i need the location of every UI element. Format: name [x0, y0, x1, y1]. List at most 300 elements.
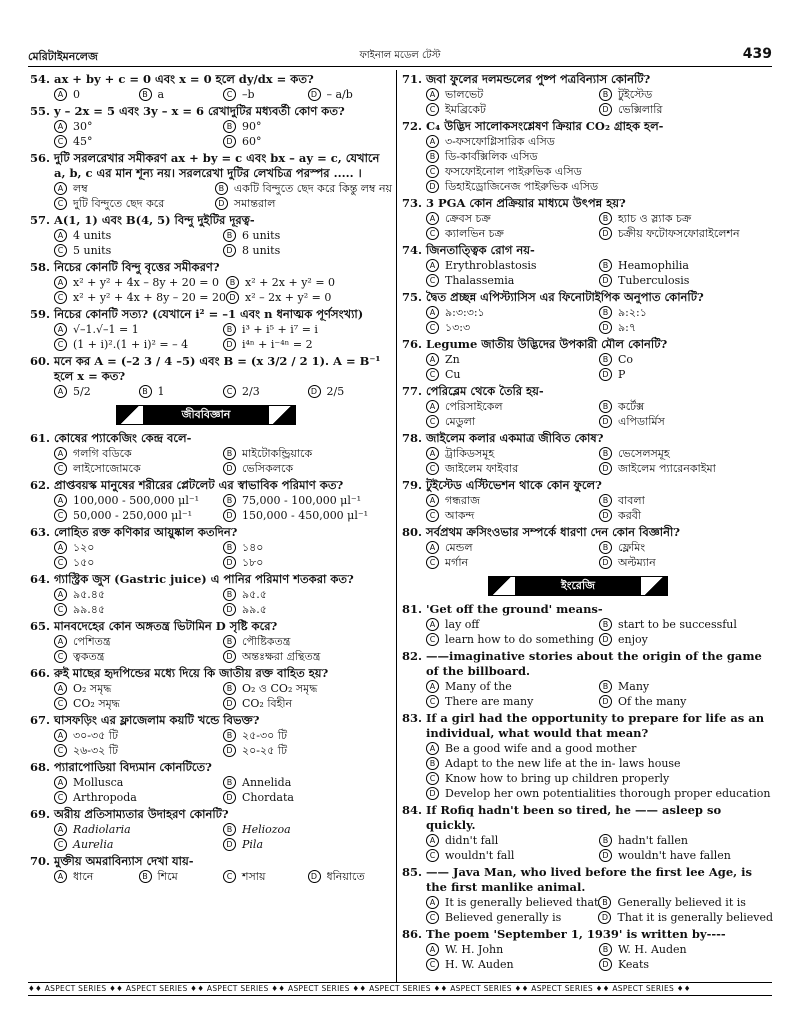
option-text: অন্তঃক্ষরা গ্রন্থিতন্ত্র	[242, 650, 321, 663]
option-letter-circle: D	[223, 791, 236, 804]
answer-option[interactable]	[54, 322, 223, 337]
answer-option[interactable]	[54, 837, 223, 852]
option-letter-circle: A	[54, 823, 67, 836]
question-item	[30, 72, 392, 102]
english-questions	[402, 602, 772, 972]
answer-option[interactable]	[426, 226, 599, 241]
answer-options	[30, 775, 392, 805]
answer-options	[30, 493, 392, 523]
option-text: জাইলেম ফাইবার	[445, 462, 519, 475]
option-letter-circle: C	[54, 509, 67, 522]
option-text: ট্রাকিডসমূহ	[445, 447, 495, 460]
question-item	[30, 713, 392, 758]
answer-option[interactable]	[426, 414, 599, 429]
option-letter-circle: A	[54, 182, 67, 195]
option-text: ৯৫.৫	[242, 588, 267, 601]
answer-option[interactable]	[599, 461, 772, 476]
answer-option[interactable]	[426, 399, 599, 414]
answer-option[interactable]	[426, 617, 599, 632]
answer-option[interactable]	[599, 446, 772, 461]
option-letter-circle: B	[426, 150, 439, 163]
answer-option[interactable]	[426, 848, 599, 863]
answer-option[interactable]	[54, 743, 223, 758]
question-text: নিচের কোনটি সত্য? (যেখানে i² = –1 এবং n ধনাত্মক পূর্ণসংখ্যা)	[54, 307, 364, 321]
option-letter-circle: D	[599, 321, 612, 334]
answer-option[interactable]	[599, 226, 772, 241]
answer-option[interactable]	[426, 164, 772, 179]
answer-option[interactable]	[54, 87, 139, 102]
question-text: জিনতাত্ত্বিক রোগ নয়-	[426, 243, 535, 257]
answer-option[interactable]	[599, 555, 772, 570]
answer-option[interactable]	[598, 910, 773, 925]
option-letter-circle: A	[54, 276, 67, 289]
question-number: 83.	[402, 711, 423, 725]
answer-option[interactable]	[223, 384, 308, 399]
answer-option[interactable]	[223, 728, 392, 743]
answer-option[interactable]	[223, 775, 392, 790]
answer-option[interactable]	[426, 771, 772, 786]
answer-option[interactable]	[54, 275, 226, 290]
answer-option[interactable]	[426, 367, 599, 382]
question-stem	[30, 619, 392, 634]
option-text: ৯:২:১	[618, 306, 647, 319]
answer-option[interactable]	[426, 957, 599, 972]
option-text: টুইস্টেড	[618, 88, 653, 101]
answer-option[interactable]	[54, 555, 223, 570]
answer-option[interactable]	[599, 352, 772, 367]
answer-option[interactable]	[426, 87, 599, 102]
answer-option[interactable]	[599, 102, 772, 117]
option-text: ১২০	[73, 541, 95, 554]
answer-option[interactable]	[599, 540, 772, 555]
answer-option[interactable]	[599, 211, 772, 226]
answer-option[interactable]	[599, 273, 772, 288]
answer-option[interactable]	[223, 134, 392, 149]
option-letter-circle: C	[426, 958, 439, 971]
answer-option[interactable]	[54, 461, 223, 476]
question-number: 77.	[402, 384, 423, 398]
answer-option[interactable]	[308, 87, 393, 102]
option-letter-circle: D	[599, 695, 612, 708]
question-item	[30, 807, 392, 852]
option-letter-circle: A	[426, 618, 439, 631]
answer-option[interactable]	[426, 910, 598, 925]
answer-options	[30, 87, 392, 102]
answer-option[interactable]	[223, 790, 392, 805]
option-letter-circle: B	[599, 834, 612, 847]
option-text: It is generally believed that	[445, 896, 599, 909]
option-text: Of the many	[618, 695, 687, 708]
answer-option[interactable]	[599, 367, 772, 382]
question-text: Legume জাতীয় উদ্ভিদের উপকারী মৌল কোনটি?	[426, 337, 668, 351]
option-letter-circle: D	[599, 368, 612, 381]
answer-option[interactable]	[599, 399, 772, 414]
option-text: Heamophilia	[618, 259, 689, 272]
answer-option[interactable]	[54, 869, 139, 884]
answer-option[interactable]	[223, 602, 392, 617]
answer-option[interactable]	[223, 322, 392, 337]
answer-option[interactable]	[599, 632, 772, 647]
answer-options	[402, 352, 772, 382]
answer-option[interactable]	[54, 134, 223, 149]
option-text: 50,000 - 250,000 μl⁻¹	[73, 509, 193, 522]
answer-option[interactable]	[426, 461, 599, 476]
answer-option[interactable]	[223, 681, 392, 696]
answer-option[interactable]	[426, 508, 599, 523]
answer-option[interactable]	[223, 119, 392, 134]
option-letter-circle: C	[54, 291, 67, 304]
option-text: W. H. John	[445, 943, 504, 956]
answer-option[interactable]	[54, 384, 139, 399]
answer-option[interactable]	[599, 679, 772, 694]
answer-option[interactable]	[54, 243, 223, 258]
answer-option[interactable]	[223, 587, 392, 602]
question-stem	[30, 104, 392, 119]
answer-option[interactable]	[426, 555, 599, 570]
answer-option[interactable]	[54, 696, 223, 711]
answer-option[interactable]	[54, 790, 223, 805]
question-number: 80.	[402, 525, 423, 539]
answer-option[interactable]	[426, 632, 599, 647]
botany-questions	[402, 72, 772, 570]
option-text: জাইলেম প্যারেনকাইমা	[618, 462, 716, 475]
option-letter-circle: B	[598, 896, 611, 909]
option-text: i⁴ⁿ + i⁻⁴ⁿ = 2	[242, 338, 313, 351]
option-text: ধানে	[73, 870, 94, 883]
option-text: 2/5	[326, 385, 345, 398]
option-text: Thalassemia	[445, 274, 515, 287]
answer-option[interactable]	[426, 211, 599, 226]
answer-option[interactable]	[54, 119, 223, 134]
answer-option[interactable]	[54, 587, 223, 602]
question-text: দুটি সরলরেখার সমীকরণ ax + by = c এবং bx – ay = c, যেখানে a, b, c এর মান শূন্য নয়। সরলরেখা দুটির লেখচিত্র পরস্পর ..... ।	[54, 151, 380, 180]
question-stem	[402, 927, 772, 942]
answer-option[interactable]	[598, 895, 773, 910]
answer-option[interactable]	[139, 869, 224, 884]
question-text: 3 PGA কোন প্রক্রিয়ার মাধ্যমে উৎপন্ন হয়?	[426, 196, 626, 210]
answer-option[interactable]	[223, 540, 392, 555]
answer-options	[30, 119, 392, 149]
option-text: 0	[73, 88, 80, 101]
answer-option[interactable]	[223, 337, 392, 352]
answer-option[interactable]	[426, 833, 599, 848]
answer-option[interactable]	[426, 679, 599, 694]
option-text: ১৩:৩	[445, 321, 471, 334]
option-text: পৌষ্টিকতন্ত্র	[242, 635, 291, 648]
option-letter-circle: D	[223, 650, 236, 663]
answer-option[interactable]	[599, 957, 772, 972]
option-letter-circle: A	[54, 682, 67, 695]
option-text: করবী	[618, 509, 642, 522]
answer-option[interactable]	[54, 540, 223, 555]
option-letter-circle: D	[223, 744, 236, 757]
option-letter-circle: B	[599, 353, 612, 366]
answer-option[interactable]	[54, 508, 223, 523]
option-letter-circle: C	[426, 165, 439, 178]
answer-options	[30, 822, 392, 852]
question-text: 'Get off the ground' means-	[426, 602, 603, 616]
option-letter-circle: D	[599, 958, 612, 971]
option-text: 45°	[73, 135, 93, 148]
option-text: Heliozoa	[242, 823, 291, 836]
answer-option[interactable]	[223, 446, 392, 461]
answer-option[interactable]	[215, 181, 392, 196]
question-number: 54.	[30, 72, 51, 86]
answer-option[interactable]	[54, 602, 223, 617]
question-item	[30, 760, 392, 805]
option-text: ৩০-৩৫ টি	[73, 729, 118, 742]
answer-option[interactable]	[226, 275, 392, 290]
option-letter-circle: D	[599, 103, 612, 116]
question-stem	[402, 525, 772, 540]
answer-option[interactable]	[599, 833, 772, 848]
question-text: রুই মাছের হৃদপিন্ডের মধ্যে দিয়ে কি জাতীয় রক্ত বাহিত হয়?	[54, 666, 329, 680]
option-letter-circle: B	[139, 385, 152, 398]
option-letter-circle: A	[426, 306, 439, 319]
option-text: Tuberculosis	[618, 274, 690, 287]
option-text: enjoy	[618, 633, 648, 646]
option-text: ত্বকতন্ত্র	[73, 650, 105, 663]
answer-options	[402, 833, 772, 863]
answer-option[interactable]	[426, 942, 599, 957]
answer-option[interactable]	[426, 273, 599, 288]
answer-option[interactable]	[54, 822, 223, 837]
question-item	[30, 213, 392, 258]
option-letter-circle: C	[54, 650, 67, 663]
answer-option[interactable]	[223, 87, 308, 102]
answer-option[interactable]	[54, 290, 226, 305]
answer-option[interactable]	[599, 258, 772, 273]
option-text: Believed generally is	[445, 911, 562, 924]
option-letter-circle: D	[223, 338, 236, 351]
option-text: x² + 2x + y² = 0	[244, 276, 336, 289]
answer-option[interactable]	[54, 493, 223, 508]
question-item	[402, 602, 772, 647]
question-text: জাইলেম কলার একমাত্র জীবিত কোষ?	[426, 431, 604, 445]
answer-option[interactable]	[599, 508, 772, 523]
option-letter-circle: D	[426, 180, 439, 193]
question-item	[402, 865, 772, 925]
question-number: 86.	[402, 927, 423, 941]
answer-option[interactable]	[599, 320, 772, 335]
question-item	[402, 384, 772, 429]
answer-option[interactable]	[223, 555, 392, 570]
answer-option[interactable]	[215, 196, 392, 211]
question-item	[30, 572, 392, 617]
section-biology-banner	[116, 405, 296, 425]
option-text: ক্যালভিন চক্র	[445, 227, 504, 240]
option-letter-circle: D	[223, 697, 236, 710]
option-letter-circle: B	[599, 400, 612, 413]
answer-option[interactable]	[426, 320, 599, 335]
answer-option[interactable]	[223, 461, 392, 476]
question-number: 57.	[30, 213, 51, 227]
option-text: Develop her own potentialities thorough proper education	[445, 787, 771, 800]
option-letter-circle: D	[599, 849, 612, 862]
option-text: ইমব্রিকেট	[445, 103, 486, 116]
option-letter-circle: B	[223, 729, 236, 742]
question-text: If a girl had the opportunity to prepare for life as an individual, what would that mean?	[426, 711, 765, 740]
option-text: O₂ সমৃদ্ধ	[73, 682, 112, 695]
question-stem	[402, 196, 772, 211]
answer-option[interactable]	[223, 822, 392, 837]
option-letter-circle: D	[308, 870, 321, 883]
answer-option[interactable]	[599, 305, 772, 320]
question-stem	[30, 854, 392, 869]
answer-option[interactable]	[426, 446, 599, 461]
answer-option[interactable]	[426, 895, 598, 910]
answer-options	[30, 869, 392, 884]
option-letter-circle: C	[54, 603, 67, 616]
page-header	[28, 46, 772, 67]
option-letter-circle: D	[308, 385, 321, 398]
question-text: দ্বৈত প্রচ্ছন্ন এপিস্ট্যাসিস এর ফিনোটাইপিক অনুপাত কোনটি?	[426, 290, 704, 304]
answer-option[interactable]	[54, 228, 223, 243]
answer-options	[402, 540, 772, 570]
banner-corner-right	[640, 576, 668, 596]
question-number: 59.	[30, 307, 51, 321]
answer-option[interactable]	[426, 102, 599, 117]
answer-option[interactable]	[599, 617, 772, 632]
option-letter-circle: C	[54, 791, 67, 804]
question-item	[402, 803, 772, 863]
answer-option[interactable]	[54, 681, 223, 696]
answer-option[interactable]	[223, 493, 392, 508]
answer-options	[402, 446, 772, 476]
answer-option[interactable]	[223, 228, 392, 243]
answer-options	[402, 211, 772, 241]
answer-option[interactable]	[599, 942, 772, 957]
answer-option[interactable]	[223, 649, 392, 664]
option-letter-circle: A	[54, 588, 67, 601]
question-stem	[402, 711, 772, 741]
option-text: 60°	[242, 135, 262, 148]
option-text: O₂ ও CO₂ সমৃদ্ধ	[242, 682, 318, 695]
option-letter-circle: A	[426, 680, 439, 693]
option-letter-circle: C	[426, 695, 439, 708]
answer-option[interactable]	[54, 634, 223, 649]
question-stem	[30, 478, 392, 493]
option-text: Know how to bring up children properly	[445, 772, 670, 785]
option-text: ১৪০	[242, 541, 264, 554]
question-text: The poem 'September 1, 1939' is written by----	[426, 927, 726, 941]
answer-option[interactable]	[308, 384, 393, 399]
answer-option[interactable]	[599, 493, 772, 508]
question-text: লোহিত রক্ত কণিকার আয়ুষ্কাল কতদিন?	[54, 525, 238, 539]
answer-option[interactable]	[426, 741, 772, 756]
option-text: 90°	[242, 120, 262, 133]
option-text: –b	[242, 88, 255, 101]
question-stem	[30, 807, 392, 822]
option-letter-circle: D	[308, 88, 321, 101]
answer-option[interactable]	[426, 493, 599, 508]
question-item	[402, 290, 772, 335]
answer-option[interactable]	[426, 540, 599, 555]
answer-option[interactable]	[223, 634, 392, 649]
option-text: আকন্দ	[445, 509, 475, 522]
answer-option[interactable]	[426, 756, 772, 771]
question-number: 81.	[402, 602, 423, 616]
answer-option[interactable]	[226, 290, 392, 305]
question-text: মনে কর A = (–2 3 / 4 –5) এবং B = (x 3/2 / 2 1). A = B⁻¹ হলে x = কত?	[54, 354, 381, 383]
option-letter-circle: D	[599, 415, 612, 428]
question-text: C₄ উদ্ভিদ সালোকসংশ্লেষণ ক্রিয়ার CO₂ গ্রাহক হল-	[426, 119, 664, 133]
answer-option[interactable]	[426, 258, 599, 273]
answer-options	[402, 895, 772, 925]
answer-option[interactable]	[54, 181, 215, 196]
option-letter-circle: C	[426, 227, 439, 240]
option-letter-circle: D	[226, 291, 239, 304]
left-column	[30, 72, 392, 886]
question-item	[30, 478, 392, 523]
answer-option[interactable]	[599, 414, 772, 429]
option-text: 75,000 - 100,000 μl⁻¹	[242, 494, 362, 507]
option-text: wouldn't have fallen	[618, 849, 731, 862]
option-text: start to be successful	[618, 618, 737, 631]
option-text: Annelida	[242, 776, 292, 789]
question-number: 72.	[402, 119, 423, 133]
option-text: Be a good wife and a good mother	[445, 742, 637, 755]
question-text: মুক্তীয় অমরাবিন্যাস দেখা যায়-	[54, 854, 194, 868]
answer-option[interactable]	[54, 446, 223, 461]
answer-option[interactable]	[426, 786, 772, 801]
option-letter-circle: D	[599, 633, 612, 646]
option-letter-circle: A	[426, 447, 439, 460]
answer-option[interactable]	[54, 728, 223, 743]
option-letter-circle: B	[599, 618, 612, 631]
answer-option[interactable]	[426, 149, 772, 164]
answer-option[interactable]	[426, 134, 772, 149]
answer-option[interactable]	[223, 243, 392, 258]
answer-option[interactable]	[223, 869, 308, 884]
question-item	[402, 525, 772, 570]
answer-option[interactable]	[139, 384, 224, 399]
question-item	[30, 354, 392, 399]
question-stem	[30, 713, 392, 728]
option-text: Arthropoda	[73, 791, 137, 804]
question-number: 79.	[402, 478, 423, 492]
answer-option[interactable]	[54, 337, 223, 352]
option-letter-circle: D	[598, 911, 611, 924]
answer-options	[30, 681, 392, 711]
question-number: 61.	[30, 431, 51, 445]
question-stem	[402, 337, 772, 352]
question-text: A(1, 1) এবং B(4, 5) বিন্দু দুইটির দূরত্ব-	[54, 213, 255, 227]
answer-option[interactable]	[426, 179, 772, 194]
answer-option[interactable]	[599, 848, 772, 863]
answer-option[interactable]	[223, 743, 392, 758]
answer-option[interactable]	[599, 694, 772, 709]
answer-option[interactable]	[139, 87, 224, 102]
answer-option[interactable]	[54, 649, 223, 664]
answer-option[interactable]	[599, 87, 772, 102]
answer-option[interactable]	[308, 869, 393, 884]
answer-option[interactable]	[426, 305, 599, 320]
option-text: wouldn't fall	[445, 849, 515, 862]
option-letter-circle: C	[54, 697, 67, 710]
answer-option[interactable]	[54, 775, 223, 790]
option-letter-circle: A	[54, 541, 67, 554]
option-text: Cu	[445, 368, 461, 381]
answer-option[interactable]	[223, 508, 392, 523]
answer-option[interactable]	[426, 694, 599, 709]
answer-option[interactable]	[223, 837, 392, 852]
answer-option[interactable]	[54, 196, 215, 211]
option-text: Mollusca	[73, 776, 124, 789]
question-item	[30, 151, 392, 211]
answer-option[interactable]	[426, 352, 599, 367]
answer-option[interactable]	[223, 696, 392, 711]
